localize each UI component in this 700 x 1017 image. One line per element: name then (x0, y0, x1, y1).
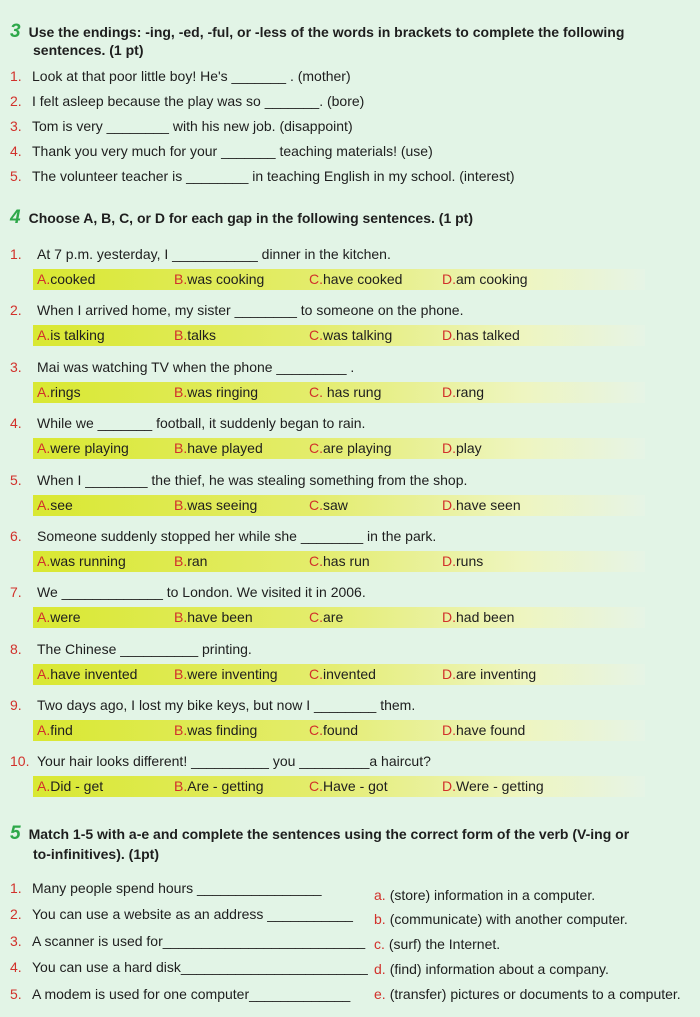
option-a[interactable]: A.were (37, 609, 81, 625)
s4-question-6: 6. Someone suddenly stopped her while she ________ in the park. (10, 528, 437, 544)
s3-item-3: 3. Tom is very ________ with his new job. (disappoint) (10, 118, 353, 134)
s4-question-9: 9. Two days ago, I lost my bike keys, but now I ________ them. (10, 697, 416, 713)
s5-left-3: 3. A scanner is used for__________________________ (10, 933, 366, 949)
s5-right-c: c. (surf) the Internet. (374, 936, 501, 952)
s4-question-10: 10. Your hair looks different! __________ you _________a haircut? (10, 753, 431, 769)
s3-item-2: 2. I felt asleep because the play was so _______. (bore) (10, 93, 365, 109)
option-d[interactable]: D.have found (442, 722, 526, 738)
option-d[interactable]: D.Were - getting (442, 778, 544, 794)
s4-options-4 (33, 438, 645, 459)
s4-question-2: 2. When I arrived home, my sister ________ to someone on the phone. (10, 302, 464, 318)
s4-options-5 (33, 495, 645, 516)
s4-question-8: 8. The Chinese __________ printing. (10, 641, 252, 657)
section-5-number: 5 (10, 823, 21, 844)
s4-options-3 (33, 382, 645, 403)
option-b[interactable]: B.was finding (174, 722, 258, 738)
option-c[interactable]: C.invented (309, 666, 376, 682)
option-a[interactable]: A.rings (37, 384, 81, 400)
option-b[interactable]: B.have been (174, 609, 253, 625)
option-c[interactable]: C.saw (309, 497, 348, 513)
s4-question-7: 7. We _____________ to London. We visited it in 2006. (10, 584, 366, 600)
option-b[interactable]: B.were inventing (174, 666, 278, 682)
option-a[interactable]: A.Did - get (37, 778, 104, 794)
option-c[interactable]: C.have cooked (309, 271, 403, 287)
s5-left-4: 4. You can use a hard disk________________________ (10, 959, 368, 975)
s5-right-e: e. (transfer) pictures or documents to a computer. (374, 986, 681, 1002)
option-a[interactable]: A.have invented (37, 666, 138, 682)
option-d[interactable]: D.are inventing (442, 666, 537, 682)
option-b[interactable]: B.was cooking (174, 271, 265, 287)
s5-left-5: 5. A modem is used for one computer_____________ (10, 986, 351, 1002)
s3-item-5: 5. The volunteer teacher is ________ in teaching English in my school. (interest) (10, 168, 515, 184)
option-b[interactable]: B.talks (174, 327, 217, 343)
option-b[interactable]: B.ran (174, 553, 208, 569)
section-4-heading (10, 208, 473, 228)
s4-options-9 (33, 720, 645, 741)
section-4-number: 4 (10, 207, 21, 228)
option-a[interactable]: A.cooked (37, 271, 96, 287)
option-a[interactable]: A.see (37, 497, 73, 513)
s4-question-5: 5. When I ________ the thief, he was stealing something from the shop. (10, 472, 468, 488)
section-3-heading (10, 22, 624, 42)
option-c[interactable]: C. has rung (309, 384, 382, 400)
option-d[interactable]: D.rang (442, 384, 485, 400)
s4-question-4: 4. While we _______ football, it suddenly began to rain. (10, 415, 366, 431)
s3-item-1: 1. Look at that poor little boy! He's _______ . (mother) (10, 68, 351, 84)
s5-right-a: a. (store) information in a computer. (374, 887, 596, 903)
option-d[interactable]: D.have seen (442, 497, 521, 513)
option-d[interactable]: D.has talked (442, 327, 520, 343)
option-b[interactable]: B.was seeing (174, 497, 258, 513)
option-b[interactable]: B.Are - getting (174, 778, 264, 794)
s4-options-10 (33, 776, 645, 797)
s5-right-d: d. (find) information about a company. (374, 961, 609, 977)
option-c[interactable]: C.found (309, 722, 359, 738)
option-b[interactable]: B.was ringing (174, 384, 259, 400)
section-5-heading (10, 824, 629, 844)
option-d[interactable]: D.am cooking (442, 271, 528, 287)
option-c[interactable]: C.are (309, 609, 344, 625)
s5-left-1: 1. Many people spend hours ________________ (10, 880, 322, 896)
s5-right-b: b. (communicate) with another computer. (374, 911, 628, 927)
s4-options-2 (33, 325, 645, 346)
option-d[interactable]: D.runs (442, 553, 484, 569)
section-5-title-line1: Match 1-5 with a-e and complete the sentences using the correct form of the verb (V-ing or (28, 826, 630, 842)
s4-options-8 (33, 664, 645, 685)
section-5-title-line2: to-infinitives). (1pt) (33, 846, 159, 862)
option-b[interactable]: B.have played (174, 440, 263, 456)
option-c[interactable]: C.was talking (309, 327, 393, 343)
option-a[interactable]: A.was running (37, 553, 126, 569)
section-3-title-line2: sentences. (1 pt) (33, 42, 144, 58)
section-4-title: Choose A, B, C, or D for each gap in the following sentences. (1 pt) (28, 210, 473, 226)
option-a[interactable]: A.is talking (37, 327, 105, 343)
s4-options-1 (33, 269, 645, 290)
section-3-number: 3 (10, 21, 21, 42)
option-a[interactable]: A.were playing (37, 440, 129, 456)
option-c[interactable]: C.has run (309, 553, 370, 569)
option-c[interactable]: C.are playing (309, 440, 392, 456)
s4-question-3: 3. Mai was watching TV when the phone _________ . (10, 359, 355, 375)
s4-question-1: 1. At 7 p.m. yesterday, I ___________ dinner in the kitchen. (10, 246, 391, 262)
s3-item-4: 4. Thank you very much for your _______ teaching materials! (use) (10, 143, 433, 159)
option-d[interactable]: D.play (442, 440, 482, 456)
option-d[interactable]: D.had been (442, 609, 515, 625)
s5-left-2: 2. You can use a website as an address ___________ (10, 906, 353, 922)
section-3-title-line1: Use the endings: -ing, -ed, -ful, or -less of the words in brackets to complete the following (28, 24, 625, 40)
option-c[interactable]: C.Have - got (309, 778, 388, 794)
s4-options-7 (33, 607, 645, 628)
option-a[interactable]: A.find (37, 722, 73, 738)
s4-options-6 (33, 551, 645, 572)
